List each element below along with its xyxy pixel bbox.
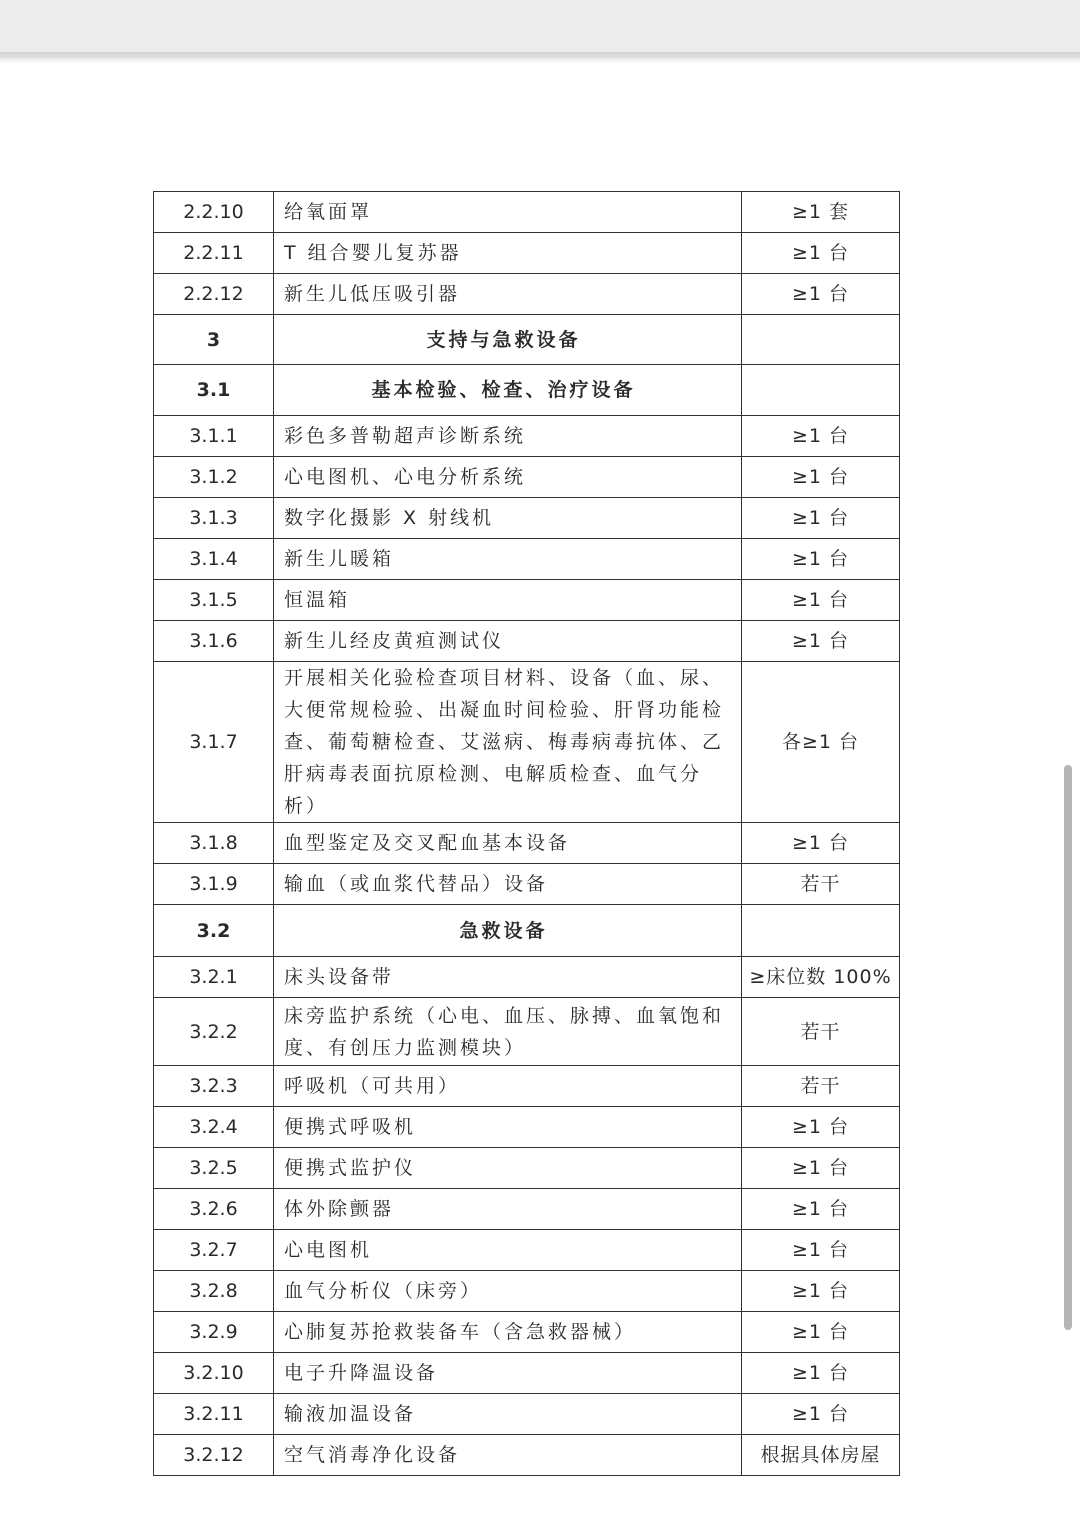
- item-quantity: [742, 905, 900, 957]
- table-row: [154, 1312, 900, 1353]
- item-number: 2.2.10: [154, 192, 274, 233]
- item-name: 体外除颤器: [274, 1189, 742, 1230]
- item-number: 3.2: [154, 905, 274, 957]
- item-number: 3.2.8: [154, 1271, 274, 1312]
- item-quantity: ≥1 台: [742, 1353, 900, 1394]
- item-number: 3.2.5: [154, 1148, 274, 1189]
- item-quantity: [742, 365, 900, 416]
- item-quantity: ≥1 台: [742, 274, 900, 315]
- table-row: [154, 662, 900, 823]
- table-row: [154, 621, 900, 662]
- item-name: 新生儿暖箱: [274, 539, 742, 580]
- table-row: [154, 1230, 900, 1271]
- item-name: 血型鉴定及交叉配血基本设备: [274, 823, 742, 864]
- item-quantity: 若干: [742, 1066, 900, 1107]
- item-number: 3.2.10: [154, 1353, 274, 1394]
- item-number: 3.1.8: [154, 823, 274, 864]
- item-quantity: ≥1 台: [742, 233, 900, 274]
- item-name: 血气分析仪（床旁）: [274, 1271, 742, 1312]
- table-row: [154, 864, 900, 905]
- table-row: [154, 1435, 900, 1476]
- item-quantity: ≥床位数 100%: [742, 957, 900, 998]
- item-name: 新生儿经皮黄疸测试仪: [274, 621, 742, 662]
- table-row: [154, 274, 900, 315]
- item-name: 心电图机: [274, 1230, 742, 1271]
- item-quantity: ≥1 台: [742, 1312, 900, 1353]
- item-number: 3.1.2: [154, 457, 274, 498]
- item-quantity: ≥1 台: [742, 416, 900, 457]
- item-number: 3.2.11: [154, 1394, 274, 1435]
- table-row: [154, 1066, 900, 1107]
- table-row: [154, 192, 900, 233]
- item-number: 3.1.4: [154, 539, 274, 580]
- item-number: 3.2.7: [154, 1230, 274, 1271]
- item-name: 呼吸机（可共用）: [274, 1066, 742, 1107]
- item-name: 基本检验、检查、治疗设备: [274, 365, 742, 416]
- item-quantity: ≥1 台: [742, 1230, 900, 1271]
- table-row: [154, 1394, 900, 1435]
- item-name: 床旁监护系统（心电、血压、脉搏、血氧饱和度、有创压力监测模块）: [274, 998, 742, 1066]
- item-quantity: [742, 315, 900, 365]
- table-row: [154, 416, 900, 457]
- item-name: 新生儿低压吸引器: [274, 274, 742, 315]
- item-name: 心肺复苏抢救装备车（含急救器械）: [274, 1312, 742, 1353]
- item-quantity: 若干: [742, 998, 900, 1066]
- item-number: 3.1: [154, 365, 274, 416]
- item-name: 电子升降温设备: [274, 1353, 742, 1394]
- item-number: 3.2.4: [154, 1107, 274, 1148]
- item-number: 3.2.9: [154, 1312, 274, 1353]
- item-number: 3.1.7: [154, 662, 274, 823]
- item-quantity: ≥1 台: [742, 1148, 900, 1189]
- item-name: 数字化摄影 X 射线机: [274, 498, 742, 539]
- item-quantity: ≥1 台: [742, 498, 900, 539]
- table-row: [154, 233, 900, 274]
- item-quantity: ≥1 台: [742, 1394, 900, 1435]
- table-row: [154, 1189, 900, 1230]
- table-row: [154, 1353, 900, 1394]
- item-quantity: ≥1 台: [742, 823, 900, 864]
- item-number: 3.2.1: [154, 957, 274, 998]
- table-row: [154, 1148, 900, 1189]
- table-row: [154, 957, 900, 998]
- item-quantity: ≥1 台: [742, 1189, 900, 1230]
- item-quantity: ≥1 台: [742, 580, 900, 621]
- item-quantity: 各≥1 台: [742, 662, 900, 823]
- section-row: [154, 365, 900, 416]
- table-row: [154, 998, 900, 1066]
- scrollbar-thumb[interactable]: [1064, 765, 1072, 1330]
- item-number: 3.2.3: [154, 1066, 274, 1107]
- table-row: [154, 580, 900, 621]
- table-row: [154, 457, 900, 498]
- item-number: 2.2.11: [154, 233, 274, 274]
- item-name: T 组合婴儿复苏器: [274, 233, 742, 274]
- equipment-table-body: [154, 192, 900, 1476]
- item-name: 恒温箱: [274, 580, 742, 621]
- item-number: 3.2.6: [154, 1189, 274, 1230]
- item-quantity: 若干: [742, 864, 900, 905]
- item-name: 彩色多普勒超声诊断系统: [274, 416, 742, 457]
- table-row: [154, 539, 900, 580]
- item-number: 3.1.1: [154, 416, 274, 457]
- item-name: 输血（或血浆代替品）设备: [274, 864, 742, 905]
- item-number: 3.1.9: [154, 864, 274, 905]
- item-quantity: ≥1 台: [742, 1271, 900, 1312]
- item-name: 便携式呼吸机: [274, 1107, 742, 1148]
- item-name: 给氧面罩: [274, 192, 742, 233]
- item-number: 2.2.12: [154, 274, 274, 315]
- section-row: [154, 905, 900, 957]
- item-number: 3.2.2: [154, 998, 274, 1066]
- table-row: [154, 1271, 900, 1312]
- item-quantity: ≥1 台: [742, 621, 900, 662]
- item-quantity: ≥1 台: [742, 539, 900, 580]
- item-number: 3.1.3: [154, 498, 274, 539]
- item-quantity: ≥1 台: [742, 1107, 900, 1148]
- item-name: 开展相关化验检查项目材料、设备（血、尿、大便常规检验、出凝血时间检验、肝肾功能检查、葡萄糖检查、艾滋病、梅毒病毒抗体、乙肝病毒表面抗原检测、电解质检查、血气分析）: [274, 662, 742, 823]
- item-number: 3: [154, 315, 274, 365]
- item-name: 支持与急救设备: [274, 315, 742, 365]
- item-name: 便携式监护仪: [274, 1148, 742, 1189]
- item-name: 空气消毒净化设备: [274, 1435, 742, 1476]
- item-quantity: 根据具体房屋: [742, 1435, 900, 1476]
- item-number: 3.1.5: [154, 580, 274, 621]
- item-name: 床头设备带: [274, 957, 742, 998]
- section-row: [154, 315, 900, 365]
- item-number: 3.1.6: [154, 621, 274, 662]
- item-number: 3.2.12: [154, 1435, 274, 1476]
- table-row: [154, 823, 900, 864]
- item-name: 急救设备: [274, 905, 742, 957]
- equipment-table: [153, 191, 900, 1476]
- item-name: 心电图机、心电分析系统: [274, 457, 742, 498]
- item-name: 输液加温设备: [274, 1394, 742, 1435]
- viewer-top-bar: [0, 0, 1080, 58]
- table-row: [154, 1107, 900, 1148]
- table-row: [154, 498, 900, 539]
- item-quantity: ≥1 套: [742, 192, 900, 233]
- item-quantity: ≥1 台: [742, 457, 900, 498]
- top-bar-shadow: [0, 52, 1080, 64]
